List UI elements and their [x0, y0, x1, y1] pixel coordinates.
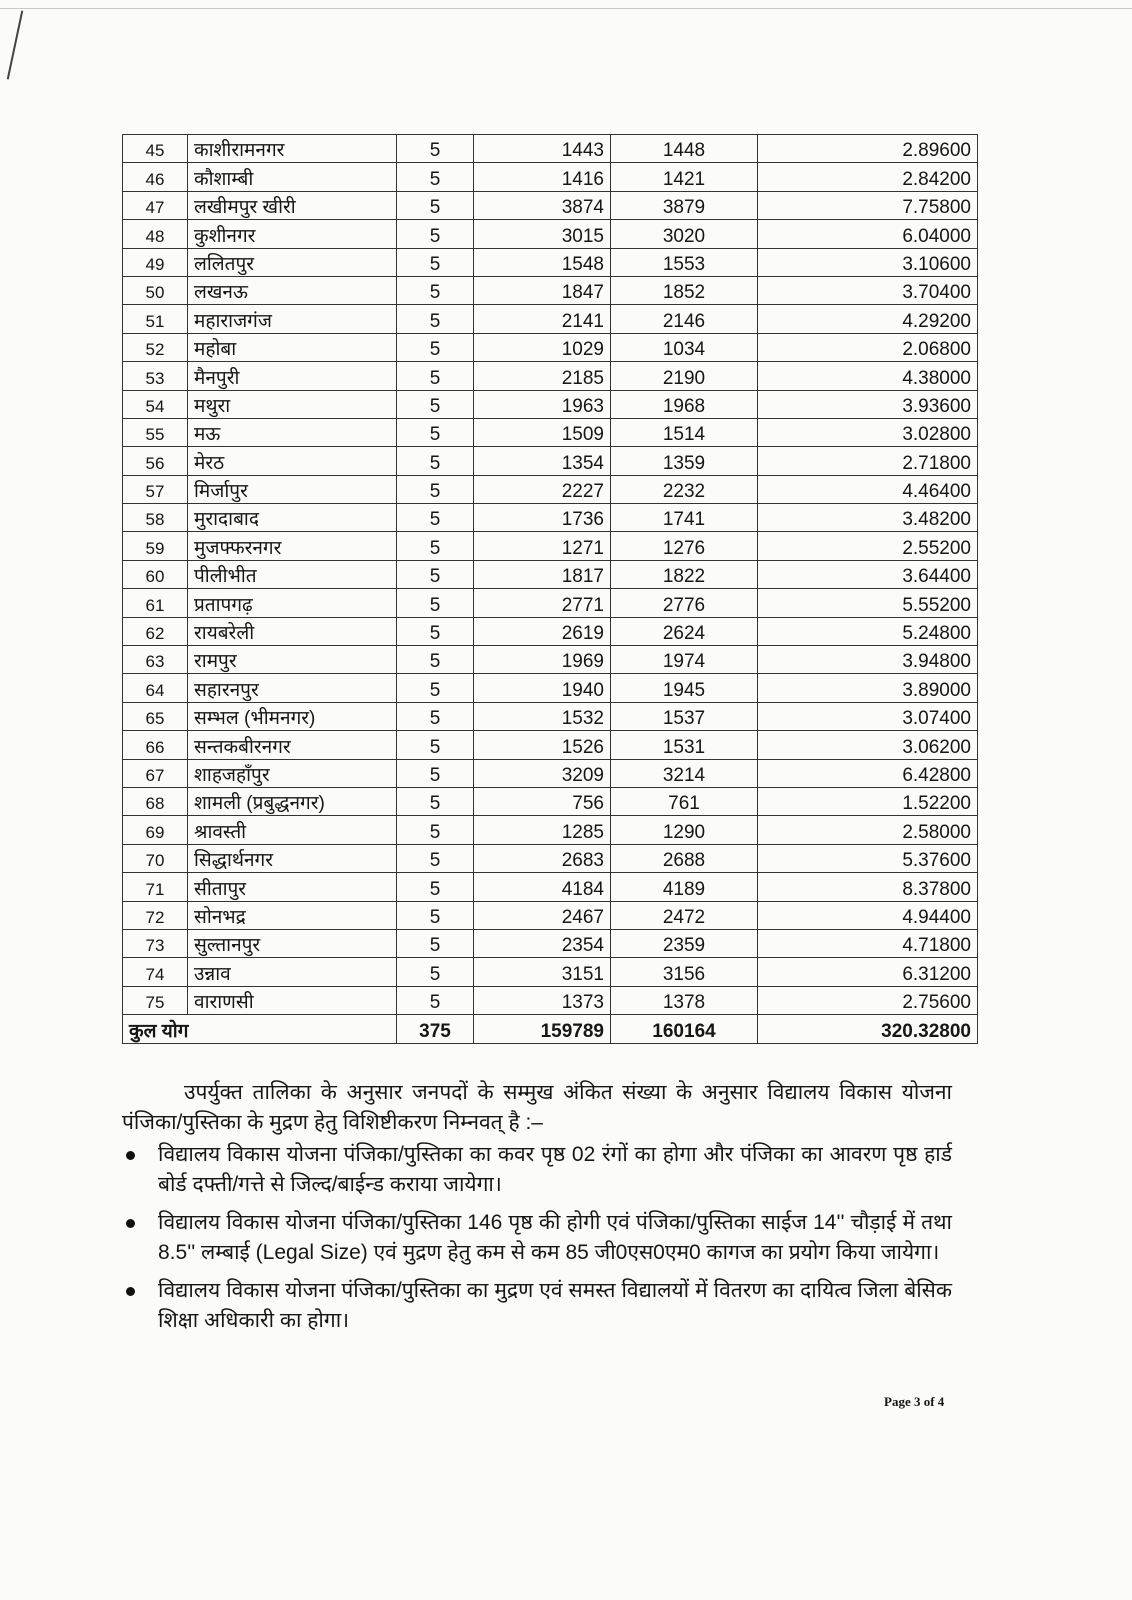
spec-text: विद्यालय विकास योजना पंजिका/पुस्तिका का कवर पृष्ठ 02 रंगों का होगा और पंजिका का आवरण पृष्ठ हार्ड बोर्ड दफ्ती/गत्ते से जिल्द/बाईन्ड कराया जायेगा। — [158, 1143, 952, 1196]
spec-text: विद्यालय विकास योजना पंजिका/पुस्तिका का मुद्रण एवं समस्त विद्यालयों में वितरण का दायित्व जिला बेसिक शिक्षा अधिकारी का होगा। — [158, 1279, 952, 1332]
count: 5 — [397, 901, 474, 929]
value-col3: 756 — [474, 787, 611, 815]
serial-number: 67 — [123, 759, 188, 787]
district-name: रायबरेली — [188, 617, 397, 645]
value-col3: 1526 — [474, 731, 611, 759]
serial-number: 71 — [123, 873, 188, 901]
serial-number: 48 — [123, 220, 188, 248]
serial-number: 63 — [123, 646, 188, 674]
count: 5 — [397, 646, 474, 674]
count: 5 — [397, 447, 474, 475]
table-row — [123, 248, 978, 276]
amount: 3.64400 — [758, 560, 978, 588]
intro-paragraph: उपर्युक्त तालिका के अनुसार जनपदों के सम्मुख अंकित संख्या के अनुसार विद्यालय विकास योजना पंजिका/पुस्तिका के मुद्रण हेतु विशिष्टीकरण निम्नवत् है :– — [122, 1081, 952, 1134]
table-row — [123, 958, 978, 986]
value-col4: 1276 — [611, 532, 758, 560]
value-col4: 1531 — [611, 731, 758, 759]
value-col3: 2467 — [474, 901, 611, 929]
serial-number: 52 — [123, 333, 188, 361]
count: 5 — [397, 532, 474, 560]
total-row — [123, 1015, 978, 1044]
amount: 5.24800 — [758, 617, 978, 645]
value-col4: 2776 — [611, 589, 758, 617]
serial-number: 62 — [123, 617, 188, 645]
table-row — [123, 276, 978, 304]
serial-number: 55 — [123, 418, 188, 446]
value-col3: 1509 — [474, 418, 611, 446]
amount: 4.29200 — [758, 305, 978, 333]
district-name: सन्तकबीरनगर — [188, 731, 397, 759]
count: 5 — [397, 475, 474, 503]
serial-number: 69 — [123, 816, 188, 844]
serial-number: 68 — [123, 787, 188, 815]
amount: 2.84200 — [758, 163, 978, 191]
value-col4: 2359 — [611, 929, 758, 957]
value-col4: 2624 — [611, 617, 758, 645]
value-col4: 2146 — [611, 305, 758, 333]
amount: 5.37600 — [758, 844, 978, 872]
amount: 4.38000 — [758, 362, 978, 390]
serial-number: 64 — [123, 674, 188, 702]
count: 5 — [397, 333, 474, 361]
amount: 3.93600 — [758, 390, 978, 418]
count: 5 — [397, 418, 474, 446]
count: 5 — [397, 305, 474, 333]
amount: 1.52200 — [758, 787, 978, 815]
district-name: शामली (प्रबुद्धनगर) — [188, 787, 397, 815]
value-col4: 1968 — [611, 390, 758, 418]
district-name: सिद्धार्थनगर — [188, 844, 397, 872]
count: 5 — [397, 163, 474, 191]
value-col3: 1940 — [474, 674, 611, 702]
amount: 3.89000 — [758, 674, 978, 702]
count: 5 — [397, 986, 474, 1014]
value-col4: 1290 — [611, 816, 758, 844]
district-name: काशीरामनगर — [188, 135, 397, 163]
district-allocation-table — [122, 134, 978, 1044]
table-row — [123, 390, 978, 418]
district-name: सीतापुर — [188, 873, 397, 901]
table-row — [123, 362, 978, 390]
value-col4: 2472 — [611, 901, 758, 929]
amount: 2.75600 — [758, 986, 978, 1014]
scan-edge-mark — [7, 11, 24, 80]
value-col3: 1817 — [474, 560, 611, 588]
district-name: ललितपुर — [188, 248, 397, 276]
serial-number: 51 — [123, 305, 188, 333]
value-col3: 1029 — [474, 333, 611, 361]
count: 5 — [397, 191, 474, 219]
count: 5 — [397, 276, 474, 304]
count: 5 — [397, 220, 474, 248]
total-col3: 159789 — [474, 1015, 611, 1044]
bullet-icon — [126, 1151, 135, 1160]
value-col3: 1548 — [474, 248, 611, 276]
table-row — [123, 560, 978, 588]
total-label: कुल योग — [123, 1015, 397, 1044]
table-row — [123, 674, 978, 702]
amount: 3.94800 — [758, 646, 978, 674]
specification-list — [122, 1140, 952, 1344]
value-col4: 2232 — [611, 475, 758, 503]
value-col3: 1963 — [474, 390, 611, 418]
value-col3: 4184 — [474, 873, 611, 901]
table-row — [123, 135, 978, 163]
table-row — [123, 532, 978, 560]
serial-number: 53 — [123, 362, 188, 390]
bullet-icon — [126, 1219, 135, 1228]
value-col3: 1416 — [474, 163, 611, 191]
amount: 3.70400 — [758, 276, 978, 304]
count: 5 — [397, 617, 474, 645]
count: 5 — [397, 589, 474, 617]
count: 5 — [397, 816, 474, 844]
table-row — [123, 702, 978, 730]
serial-number: 73 — [123, 929, 188, 957]
table-row — [123, 220, 978, 248]
value-col3: 2354 — [474, 929, 611, 957]
count: 5 — [397, 504, 474, 532]
count: 5 — [397, 787, 474, 815]
district-name: रामपुर — [188, 646, 397, 674]
amount: 3.02800 — [758, 418, 978, 446]
table-body — [123, 135, 978, 1015]
value-col3: 1285 — [474, 816, 611, 844]
value-col3: 1354 — [474, 447, 611, 475]
count: 5 — [397, 929, 474, 957]
count: 5 — [397, 390, 474, 418]
district-name: प्रतापगढ़ — [188, 589, 397, 617]
table-row — [123, 986, 978, 1014]
serial-number: 60 — [123, 560, 188, 588]
value-col4: 1448 — [611, 135, 758, 163]
district-name: सहारनपुर — [188, 674, 397, 702]
amount: 7.75800 — [758, 191, 978, 219]
amount: 6.42800 — [758, 759, 978, 787]
table-row — [123, 759, 978, 787]
table-row — [123, 929, 978, 957]
amount: 3.48200 — [758, 504, 978, 532]
district-name: लखनऊ — [188, 276, 397, 304]
count: 5 — [397, 873, 474, 901]
value-col4: 1822 — [611, 560, 758, 588]
value-col4: 3879 — [611, 191, 758, 219]
value-col4: 2190 — [611, 362, 758, 390]
district-name: मैनपुरी — [188, 362, 397, 390]
district-name: लखीमपुर खीरी — [188, 191, 397, 219]
value-col4: 1514 — [611, 418, 758, 446]
value-col4: 1741 — [611, 504, 758, 532]
value-col4: 2688 — [611, 844, 758, 872]
serial-number: 54 — [123, 390, 188, 418]
amount: 4.94400 — [758, 901, 978, 929]
value-col3: 1443 — [474, 135, 611, 163]
count: 5 — [397, 674, 474, 702]
table-row — [123, 163, 978, 191]
serial-number: 59 — [123, 532, 188, 560]
value-col4: 1378 — [611, 986, 758, 1014]
amount: 2.58000 — [758, 816, 978, 844]
district-name: सोनभद्र — [188, 901, 397, 929]
district-name: सम्भल (भीमनगर) — [188, 702, 397, 730]
value-col3: 3015 — [474, 220, 611, 248]
amount: 2.71800 — [758, 447, 978, 475]
value-col3: 3151 — [474, 958, 611, 986]
amount: 4.71800 — [758, 929, 978, 957]
district-name: वाराणसी — [188, 986, 397, 1014]
count: 5 — [397, 560, 474, 588]
district-name: कौशाम्बी — [188, 163, 397, 191]
value-col4: 3214 — [611, 759, 758, 787]
value-col4: 1537 — [611, 702, 758, 730]
serial-number: 47 — [123, 191, 188, 219]
count: 5 — [397, 958, 474, 986]
value-col3: 2227 — [474, 475, 611, 503]
count: 5 — [397, 844, 474, 872]
value-col3: 2619 — [474, 617, 611, 645]
amount: 6.04000 — [758, 220, 978, 248]
total-amount: 320.32800 — [758, 1015, 978, 1044]
value-col3: 1969 — [474, 646, 611, 674]
value-col3: 2141 — [474, 305, 611, 333]
total-col4: 160164 — [611, 1015, 758, 1044]
value-col3: 1736 — [474, 504, 611, 532]
table-row — [123, 787, 978, 815]
page-number: Page 3 of 4 — [884, 1394, 945, 1409]
serial-number: 58 — [123, 504, 188, 532]
value-col4: 3156 — [611, 958, 758, 986]
amount: 5.55200 — [758, 589, 978, 617]
district-name: मऊ — [188, 418, 397, 446]
value-col4: 1974 — [611, 646, 758, 674]
district-name: मुजफ्फरनगर — [188, 532, 397, 560]
serial-number: 61 — [123, 589, 188, 617]
value-col3: 1532 — [474, 702, 611, 730]
count: 5 — [397, 759, 474, 787]
count: 5 — [397, 702, 474, 730]
value-col4: 1421 — [611, 163, 758, 191]
table-row — [123, 504, 978, 532]
serial-number: 65 — [123, 702, 188, 730]
spec-item — [122, 1208, 952, 1268]
table-row — [123, 589, 978, 617]
value-col4: 1359 — [611, 447, 758, 475]
count: 5 — [397, 248, 474, 276]
amount: 6.31200 — [758, 958, 978, 986]
district-name: महोबा — [188, 333, 397, 361]
district-name: मथुरा — [188, 390, 397, 418]
serial-number: 49 — [123, 248, 188, 276]
value-col3: 3874 — [474, 191, 611, 219]
district-name: शाहजहाँपुर — [188, 759, 397, 787]
serial-number: 56 — [123, 447, 188, 475]
table-row — [123, 475, 978, 503]
amount: 3.07400 — [758, 702, 978, 730]
bullet-icon — [126, 1287, 135, 1296]
value-col4: 1034 — [611, 333, 758, 361]
district-name: कुशीनगर — [188, 220, 397, 248]
spec-text: विद्यालय विकास योजना पंजिका/पुस्तिका 146 पृष्ठ की होगी एवं पंजिका/पुस्तिका साईज 14'' चौड़ाई में तथा 8.5'' लम्बाई (Legal Size) एवं मुद्रण हेतु कम से कम 85 जी0एस0एम0 कागज का प्रयोग किया जायेगा। — [158, 1211, 952, 1264]
table-row — [123, 418, 978, 446]
value-col4: 1945 — [611, 674, 758, 702]
amount: 2.55200 — [758, 532, 978, 560]
table-row — [123, 816, 978, 844]
serial-number: 70 — [123, 844, 188, 872]
spec-item — [122, 1276, 952, 1336]
serial-number: 57 — [123, 475, 188, 503]
value-col3: 2185 — [474, 362, 611, 390]
district-name: श्रावस्ती — [188, 816, 397, 844]
table-row — [123, 305, 978, 333]
value-col3: 1271 — [474, 532, 611, 560]
serial-number: 72 — [123, 901, 188, 929]
value-col4: 761 — [611, 787, 758, 815]
count: 5 — [397, 135, 474, 163]
amount: 2.89600 — [758, 135, 978, 163]
table-row — [123, 646, 978, 674]
count: 5 — [397, 362, 474, 390]
value-col4: 1852 — [611, 276, 758, 304]
amount: 2.06800 — [758, 333, 978, 361]
table-row — [123, 617, 978, 645]
district-name: मिर्जापुर — [188, 475, 397, 503]
count: 5 — [397, 731, 474, 759]
district-name: मुरादाबाद — [188, 504, 397, 532]
serial-number: 45 — [123, 135, 188, 163]
total-count: 375 — [397, 1015, 474, 1044]
table-row — [123, 844, 978, 872]
serial-number: 74 — [123, 958, 188, 986]
serial-number: 75 — [123, 986, 188, 1014]
value-col3: 3209 — [474, 759, 611, 787]
amount: 3.10600 — [758, 248, 978, 276]
serial-number: 66 — [123, 731, 188, 759]
value-col4: 4189 — [611, 873, 758, 901]
amount: 8.37800 — [758, 873, 978, 901]
district-name: सुल्तानपुर — [188, 929, 397, 957]
district-name: उन्नाव — [188, 958, 397, 986]
serial-number: 50 — [123, 276, 188, 304]
district-name: महाराजगंज — [188, 305, 397, 333]
amount: 4.46400 — [758, 475, 978, 503]
district-name: पीलीभीत — [188, 560, 397, 588]
table-row — [123, 901, 978, 929]
table-row — [123, 333, 978, 361]
table-row — [123, 191, 978, 219]
amount: 3.06200 — [758, 731, 978, 759]
serial-number: 46 — [123, 163, 188, 191]
value-col4: 1553 — [611, 248, 758, 276]
spec-item — [122, 1140, 952, 1200]
page-top-edge — [0, 8, 1132, 9]
value-col3: 2683 — [474, 844, 611, 872]
value-col4: 3020 — [611, 220, 758, 248]
table-row — [123, 731, 978, 759]
value-col3: 1847 — [474, 276, 611, 304]
table-row — [123, 447, 978, 475]
district-name: मेरठ — [188, 447, 397, 475]
value-col3: 2771 — [474, 589, 611, 617]
table-row — [123, 873, 978, 901]
value-col3: 1373 — [474, 986, 611, 1014]
